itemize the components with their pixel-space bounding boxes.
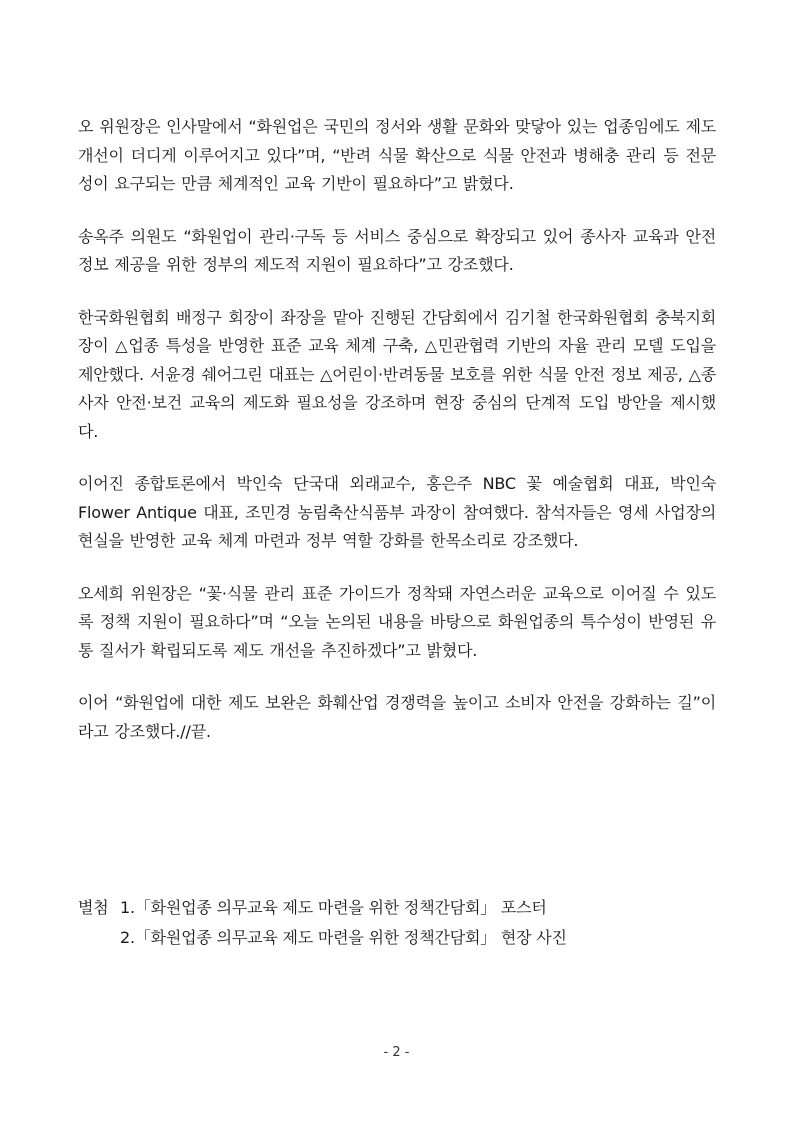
attachment-item-photos: 2.「화원업종 의무교육 제도 마련을 위한 정책간담회」 현장 사진 [120,928,567,947]
paragraph-conclusion: 이어 “화원업에 대한 제도 보완은 화훼산업 경쟁력을 높이고 소비자 안전을 강화하는 길”이라고 강조했다.//끝. [78,693,716,741]
press-release-body [78,113,716,746]
paragraph-chair-closing: 오세희 위원장은 “꽃·식물 관리 표준 가이드가 정착돼 자연스러운 교육으로 이어질 수 있도록 정책 지원이 필요하다”며 “오늘 논의된 내용을 바탕으로 화원업종의 특수성이 반영된 유통 질서가 확립되도록 제도 개선을 추진하겠다”고 밝혔다. [78,583,716,660]
paragraph-assembly-member-remarks: 송옥주 의원도 “화원업이 관리·구독 등 서비스 중심으로 확장되고 있어 종사자 교육과 안전 정보 제공을 위한 정부의 제도적 지원이 필요하다”고 강조했다. [78,226,716,274]
attachments-label: 별첨 [78,898,109,917]
attachment-item-poster: 1.「화원업종 의무교육 제도 마련을 위한 정책간담회」 포스터 [120,898,547,917]
attachment-row [78,923,718,953]
paragraph-chair-greeting: 오 위원장은 인사말에서 “화원업은 국민의 정서와 생활 문화와 맞닿아 있는 업종임에도 제도 개선이 더디게 이루어지고 있다”며, “반려 식물 확산으로 식물 안전과 병해충 관리 등 전문성이 요구되는 만큼 체계적인 교육 기반이 필요하다”고 밝혔다. [78,117,717,193]
paragraph-panel-discussion: 이어진 종합토론에서 박인숙 단국대 외래교수, 홍은주 NBC 꽃 예술협회 대표, 박인숙 Flower Antique 대표, 조민경 농림축산식품부 과장이 참여했다. 참석자들은 영세 사업장의 현실을 반영한 교육 체계 마련과 정부 역할 강화를 한목소리로 강조했다. [78,474,716,550]
page-number: - 2 - [383,1045,410,1060]
paragraph-proposals: 한국화원협회 배정구 회장이 좌장을 맡아 진행된 간담회에서 김기철 한국화원협회 충북지회장이 △업종 특성을 반영한 표준 교육 체계 구축, △민관협력 기반의 자율 관리 모델 도입을 제안했다. 서윤경 쉐어그린 대표는 △어린이·반려동물 보호를 위한 식물 안전 정보 제공, △종사자 안전·보건 교육의 제도화 필요성을 강조하며 현장 중심의 단계적 도입 방안을 제시했다. [78,307,716,441]
attachment-row [78,893,718,923]
attachments-section [78,893,718,953]
attachments-label-spacer [78,923,120,953]
